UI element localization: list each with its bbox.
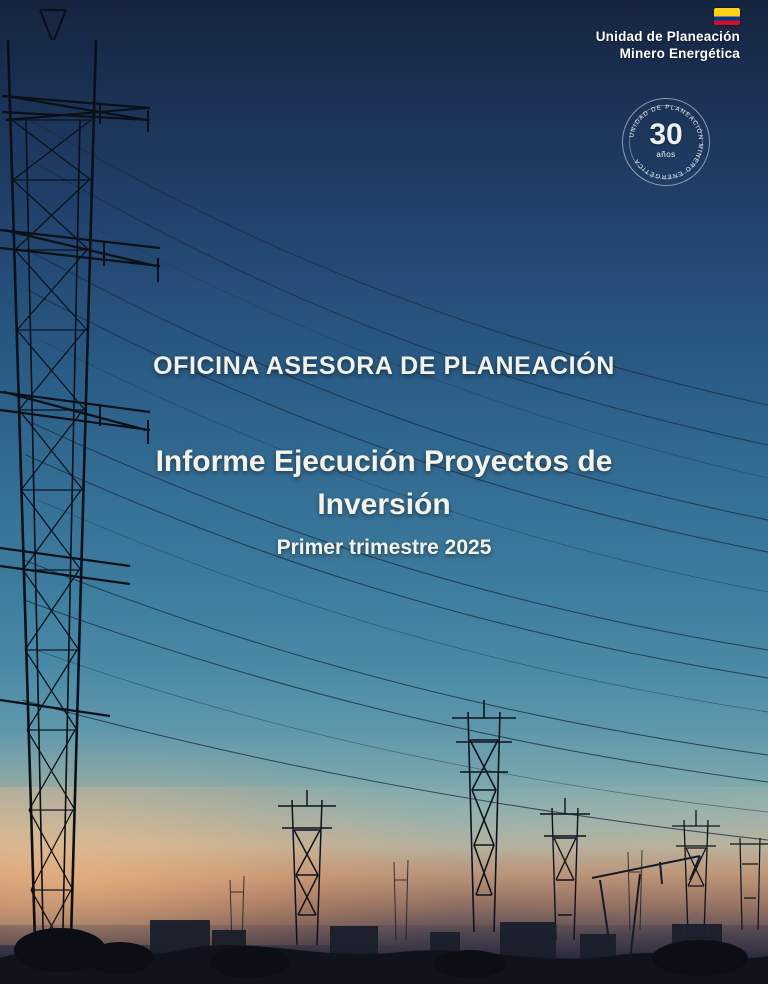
brand-line-2: Minero Energética	[619, 45, 740, 61]
brand-header	[596, 8, 740, 63]
seal-label: años	[656, 150, 676, 159]
cover-title-block	[0, 352, 768, 560]
report-period: Primer trimestre 2025	[276, 536, 492, 560]
report-title-line-2: Inversión	[317, 487, 451, 521]
anniversary-seal-icon	[622, 98, 710, 186]
seal-number: 30	[649, 118, 683, 151]
report-title-line-1: Informe Ejecución Proyectos de	[155, 445, 613, 478]
report-title	[70, 441, 698, 526]
svg-text:UNIDAD DE PLANEACIÓN MINERO EN: UNIDAD DE PLANEACIÓN MINERO ENERGÉTICA	[628, 103, 705, 181]
colombia-flag-icon	[714, 8, 740, 25]
brand-line-1: Unidad de Planeación	[595, 29, 740, 44]
office-name: OFICINA ASESORA DE PLANEACIÓN	[153, 352, 615, 380]
